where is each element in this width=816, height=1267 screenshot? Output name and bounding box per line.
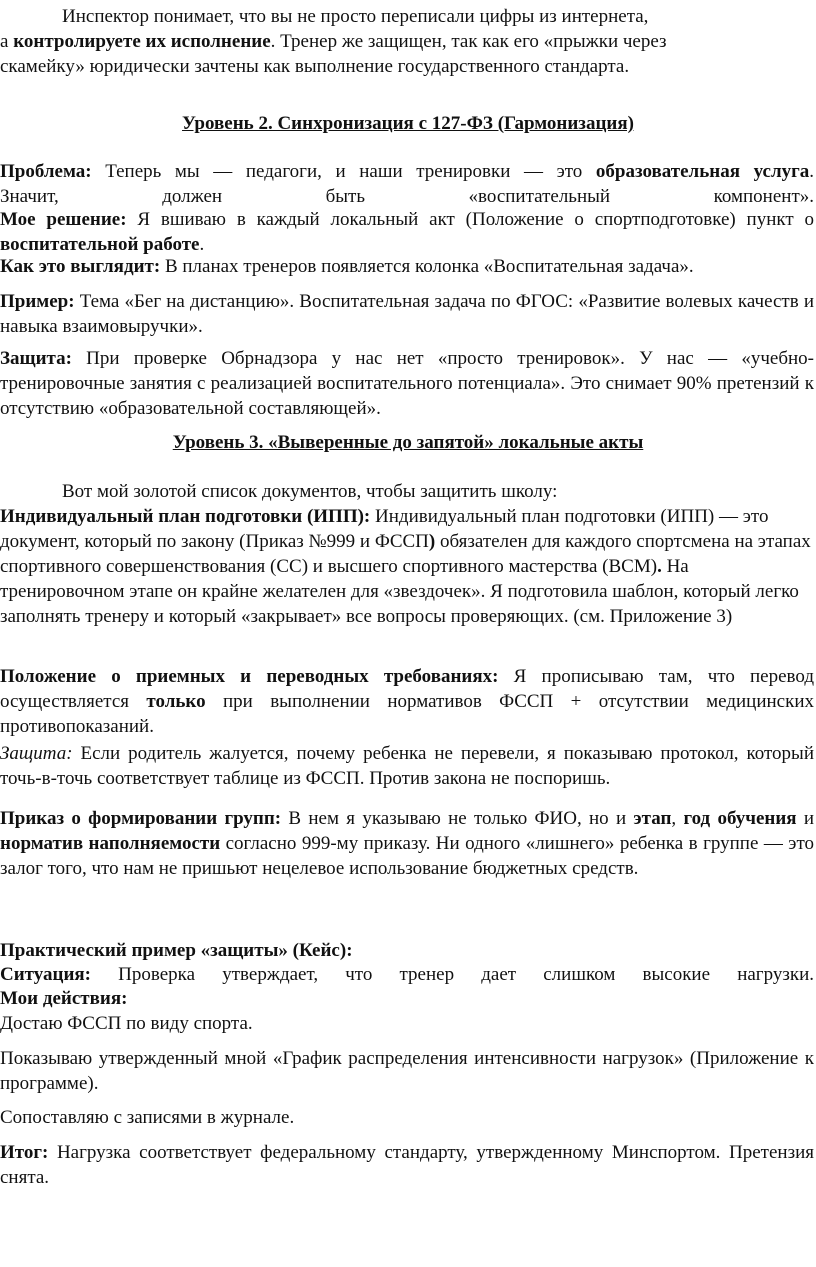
transfer-label: Положение о приемных и переводных требованиях: bbox=[0, 666, 499, 687]
intro-line-1: Инспектор понимает, что вы не просто переписали цифры из интернета, bbox=[62, 6, 649, 27]
step-3: Сопоставляю с записями в журнале. bbox=[0, 1107, 295, 1128]
result-label: Итог: bbox=[0, 1142, 49, 1163]
situation-paragraph: Ситуация: Проверка утверждает, что тренер дает слишком высокие нагрузки. bbox=[0, 964, 814, 985]
order-label: Приказ о формировании групп: bbox=[0, 808, 282, 829]
step-2: Показываю утвержденный мной «График распределения интенсивности нагрузок» (Приложение к программе). bbox=[0, 1048, 814, 1094]
case-heading: Практический пример «защиты» (Кейс): bbox=[0, 940, 353, 961]
heading-level-3: Уровень 3. «Выверенные до запятой» локальные акты bbox=[172, 432, 644, 453]
step-1: Достаю ФССП по виду спорта. bbox=[0, 1013, 253, 1034]
result-paragraph: Итог: Нагрузка соответствует федеральному стандарту, утвержденному Минспортом. Претензия снята. bbox=[0, 1142, 814, 1188]
intro-bold: контролируете их исполнение bbox=[13, 31, 271, 52]
protect-paragraph: Защита: Если родитель жалуется, почему ребенка не перевели, я показываю протокол, который точь-в-точь соответствует таблице из ФССП. Против закона не поспоришь. bbox=[0, 743, 814, 789]
situation-label: Ситуация: bbox=[0, 964, 92, 985]
ipp-label: Индивидуальный план подготовки (ИПП): bbox=[0, 506, 371, 527]
intro-line-3: скамейку» юридически зачтены как выполнение государственного стандарта. bbox=[0, 56, 630, 77]
solution-paragraph: Мое решение: Я вшиваю в каждый локальный акт (Положение о спортподготовке) пункт о воспитательной работе. bbox=[0, 209, 815, 255]
defense-paragraph: Защита: При проверке Обрнадзора у нас нет «просто тренировок». У нас — «учебно-тренировочные занятия с реализацией воспитательного потенциала». Это снимает 90% претензий к отсутствию «образовательной составляющей». bbox=[0, 348, 814, 419]
problem-label: Проблема: bbox=[0, 161, 92, 182]
actions-label: Мои действия: bbox=[0, 988, 128, 1009]
transfer-paragraph: Положение о приемных и переводных требованиях: Я прописываю там, что перевод осуществляется только при выполнении нормативов ФССП + отсутствии медицинских противопоказаний. bbox=[0, 666, 815, 737]
problem-paragraph: Проблема: Теперь мы — педагоги, и наши тренировки — это образовательная услуга. bbox=[0, 161, 814, 182]
looks-paragraph: Как это выглядит: В планах тренеров появляется колонка «Воспитательная задача». bbox=[0, 256, 694, 277]
problem-line-2: Значит, должен быть «воспитательный компонент». bbox=[0, 186, 814, 207]
intro-paragraph: Инспектор понимает, что вы не просто переписали цифры из интернета, а контролируете их исполнение. Тренер же защищен, так как его «прыжки через скамейку» юридически зачтены как выполнение государственного стандарта. bbox=[0, 6, 667, 77]
looks-label: Как это выглядит: bbox=[0, 256, 161, 277]
solution-label: Мое решение: bbox=[0, 209, 127, 230]
example-label: Пример: bbox=[0, 291, 75, 312]
protect-label: Защита: bbox=[0, 743, 73, 764]
heading-level-2: Уровень 2. Синхронизация с 127-ФЗ (Гармонизация) bbox=[182, 113, 634, 134]
defense-label: Защита: bbox=[0, 348, 72, 369]
order-paragraph: Приказ о формировании групп: В нем я указываю не только ФИО, но и этап, год обучения и норматив наполняемости согласно 999-му приказу. Ни одного «лишнего» ребенка в группе — это залог того, что нам не пришьют нецелевое использование бюджетных средств. bbox=[0, 808, 815, 879]
list-intro: Вот мой золотой список документов, чтобы защитить школу: bbox=[62, 481, 558, 502]
ipp-paragraph: Индивидуальный план подготовки (ИПП): Индивидуальный план подготовки (ИПП) — это документ, который по закону (Приказ №999 и ФССП) обязателен для каждого спортсмена на этапах спортивного совершенствования (СС) и высшего спортивного мастерства (ВСМ). На тренировочном этапе он крайне желателен для «звездочек». Я подготовила шаблон, который легко заполнять тренеру и который «закрывает» все вопросы проверяющих. (см. Приложение 3) bbox=[0, 506, 811, 627]
example-paragraph: Пример: Тема «Бег на дистанцию». Воспитательная задача по ФГОС: «Развитие волевых качеств и навыка взаимовыручки». bbox=[0, 291, 814, 337]
